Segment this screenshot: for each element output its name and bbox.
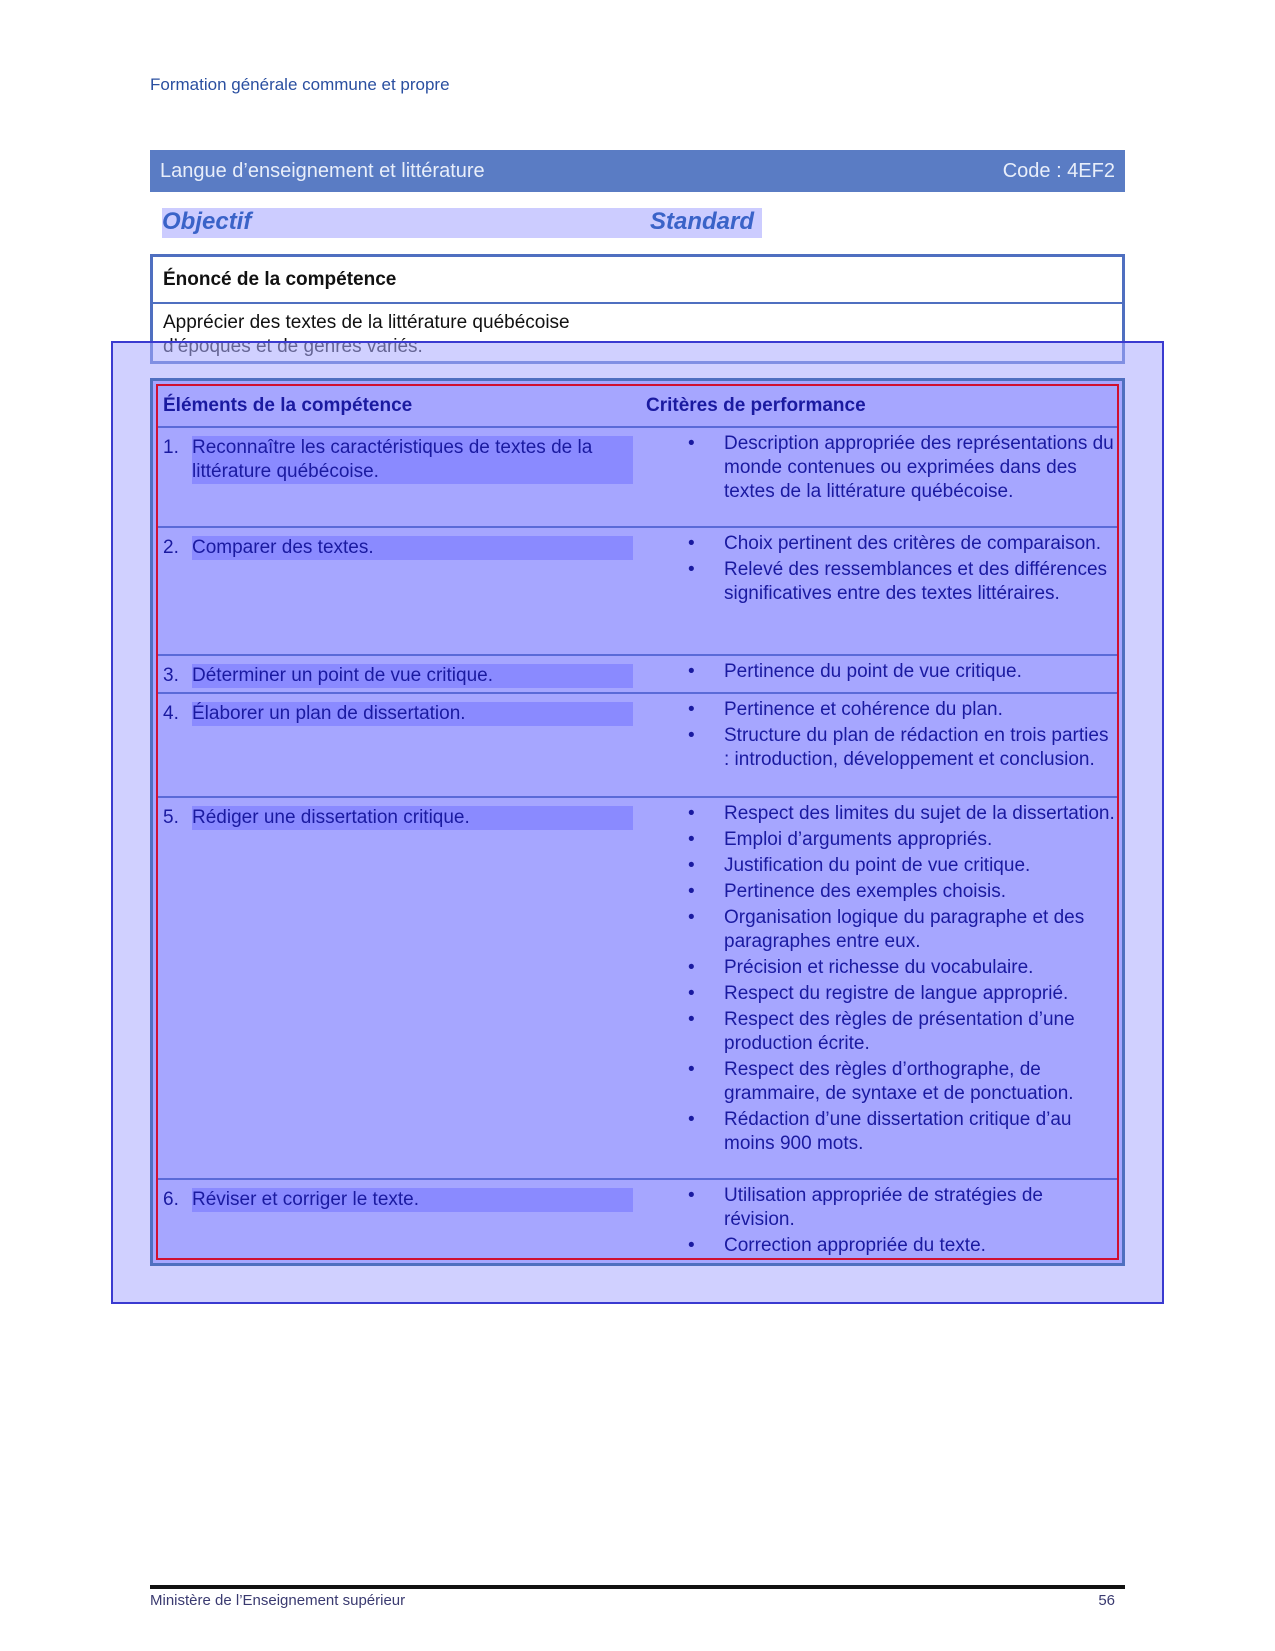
bullet-icon: • (688, 725, 695, 746)
course-title-bar (150, 150, 1125, 192)
competence-element (163, 664, 633, 688)
competence-text-line1: Apprécier des textes de la littérature québécoise (163, 312, 570, 333)
column-header-elements: Éléments de la compétence (163, 395, 413, 416)
list-item (688, 880, 1116, 904)
bullet-icon: • (688, 907, 695, 928)
element-number: 4. (163, 703, 179, 724)
bullet-icon: • (688, 983, 695, 1004)
list-item (688, 1008, 1116, 1056)
list-item (688, 1108, 1116, 1156)
objective-standard-row (162, 208, 762, 238)
element-number: 1. (163, 437, 179, 458)
element-number: 3. (163, 665, 179, 686)
competence-element (163, 536, 633, 560)
element-number: 2. (163, 537, 179, 558)
list-item (688, 432, 1116, 504)
table-row (158, 526, 1117, 656)
performance-criteria-list (688, 432, 1116, 506)
criterion-text: Respect des règles d’orthographe, de grammaire, de syntaxe et de ponctuation. (724, 1059, 1074, 1104)
footer-divider (150, 1585, 1125, 1589)
element-text: Réviser et corriger le texte. (192, 1188, 633, 1212)
list-item (688, 802, 1116, 826)
list-item (688, 532, 1116, 556)
document-header: Formation générale commune et propre (150, 75, 450, 94)
list-item (688, 1184, 1116, 1232)
competence-table-inner (156, 384, 1119, 1260)
criterion-text: Utilisation appropriée de stratégies de révision. (724, 1185, 1043, 1230)
competence-element (163, 1188, 633, 1212)
performance-criteria-list (688, 532, 1116, 608)
bullet-icon: • (688, 559, 695, 580)
bullet-icon: • (688, 829, 695, 850)
competence-divider (153, 302, 1122, 304)
objectif-label: Objectif (162, 208, 252, 235)
bullet-icon: • (688, 1185, 695, 1206)
list-item (688, 1234, 1116, 1258)
bullet-icon: • (688, 661, 695, 682)
table-row (158, 692, 1117, 798)
criterion-text: Pertinence et cohérence du plan. (724, 699, 1003, 720)
list-item (688, 906, 1116, 954)
bullet-icon: • (688, 699, 695, 720)
bullet-icon: • (688, 803, 695, 824)
course-code: Code : 4EF2 (1002, 159, 1115, 182)
bullet-icon: • (688, 433, 695, 454)
performance-criteria-list (688, 1184, 1116, 1260)
table-row (158, 654, 1117, 694)
criterion-text: Respect des limites du sujet de la dissertation. (724, 803, 1115, 824)
criterion-text: Justification du point de vue critique. (724, 855, 1031, 876)
element-number: 6. (163, 1189, 179, 1210)
bullet-icon: • (688, 1235, 695, 1256)
criterion-text: Organisation logique du paragraphe et des paragraphes entre eux. (724, 907, 1085, 952)
table-row (158, 1178, 1117, 1258)
criterion-text: Emploi d’arguments appropriés. (724, 829, 993, 850)
criterion-text: Rédaction d’une dissertation critique d’au moins 900 mots. (724, 1109, 1072, 1154)
page-number: 56 (1098, 1592, 1115, 1609)
competence-element (163, 702, 633, 726)
table-header-row (158, 386, 1117, 428)
bullet-icon: • (688, 881, 695, 902)
criterion-text: Précision et richesse du vocabulaire. (724, 957, 1034, 978)
bullet-icon: • (688, 957, 695, 978)
list-item (688, 558, 1116, 606)
list-item (688, 982, 1116, 1006)
competence-element (163, 436, 633, 484)
bullet-icon: • (688, 1109, 695, 1130)
element-text: Élaborer un plan de dissertation. (192, 702, 633, 726)
criterion-text: Description appropriée des représentations du monde contenues ou exprimées dans des textes de la littérature québécoise. (724, 433, 1114, 502)
criterion-text: Respect du registre de langue approprié. (724, 983, 1069, 1004)
bullet-icon: • (688, 855, 695, 876)
list-item (688, 1058, 1116, 1106)
list-item (688, 660, 1116, 684)
bullet-icon: • (688, 533, 695, 554)
list-item (688, 956, 1116, 980)
page-footer (150, 1592, 1125, 1609)
column-header-criteria: Critères de performance (646, 395, 866, 416)
table-row (158, 426, 1117, 528)
performance-criteria-list (688, 802, 1116, 1158)
criterion-text: Choix pertinent des critères de comparaison. (724, 533, 1102, 554)
course-title: Langue d’enseignement et littérature (160, 159, 485, 182)
competence-element (163, 806, 633, 830)
element-text: Reconnaître les caractéristiques de textes de la littérature québécoise. (192, 436, 633, 484)
criterion-text: Relevé des ressemblances et des différences significatives entre des textes littéraires. (724, 559, 1108, 604)
criterion-text: Structure du plan de rédaction en trois parties : introduction, développement et conclusion. (724, 725, 1109, 770)
element-text: Rédiger une dissertation critique. (192, 806, 633, 830)
competence-title: Énoncé de la compétence (163, 269, 397, 290)
performance-criteria-list (688, 698, 1116, 774)
element-text: Déterminer un point de vue critique. (192, 664, 633, 688)
criterion-text: Pertinence du point de vue critique. (724, 661, 1022, 682)
footer-ministry: Ministère de l’Enseignement supérieur (150, 1592, 406, 1609)
criterion-text: Pertinence des exemples choisis. (724, 881, 1006, 902)
list-item (688, 724, 1116, 772)
table-row (158, 796, 1117, 1180)
element-number: 5. (163, 807, 179, 828)
criterion-text: Respect des règles de présentation d’une production écrite. (724, 1009, 1075, 1054)
criterion-text: Correction appropriée du texte. (724, 1235, 986, 1256)
list-item (688, 698, 1116, 722)
list-item (688, 828, 1116, 852)
performance-criteria-list (688, 660, 1116, 686)
bullet-icon: • (688, 1059, 695, 1080)
competence-table (150, 378, 1125, 1266)
standard-label: Standard (650, 208, 755, 235)
bullet-icon: • (688, 1009, 695, 1030)
list-item (688, 854, 1116, 878)
element-text: Comparer des textes. (192, 536, 633, 560)
